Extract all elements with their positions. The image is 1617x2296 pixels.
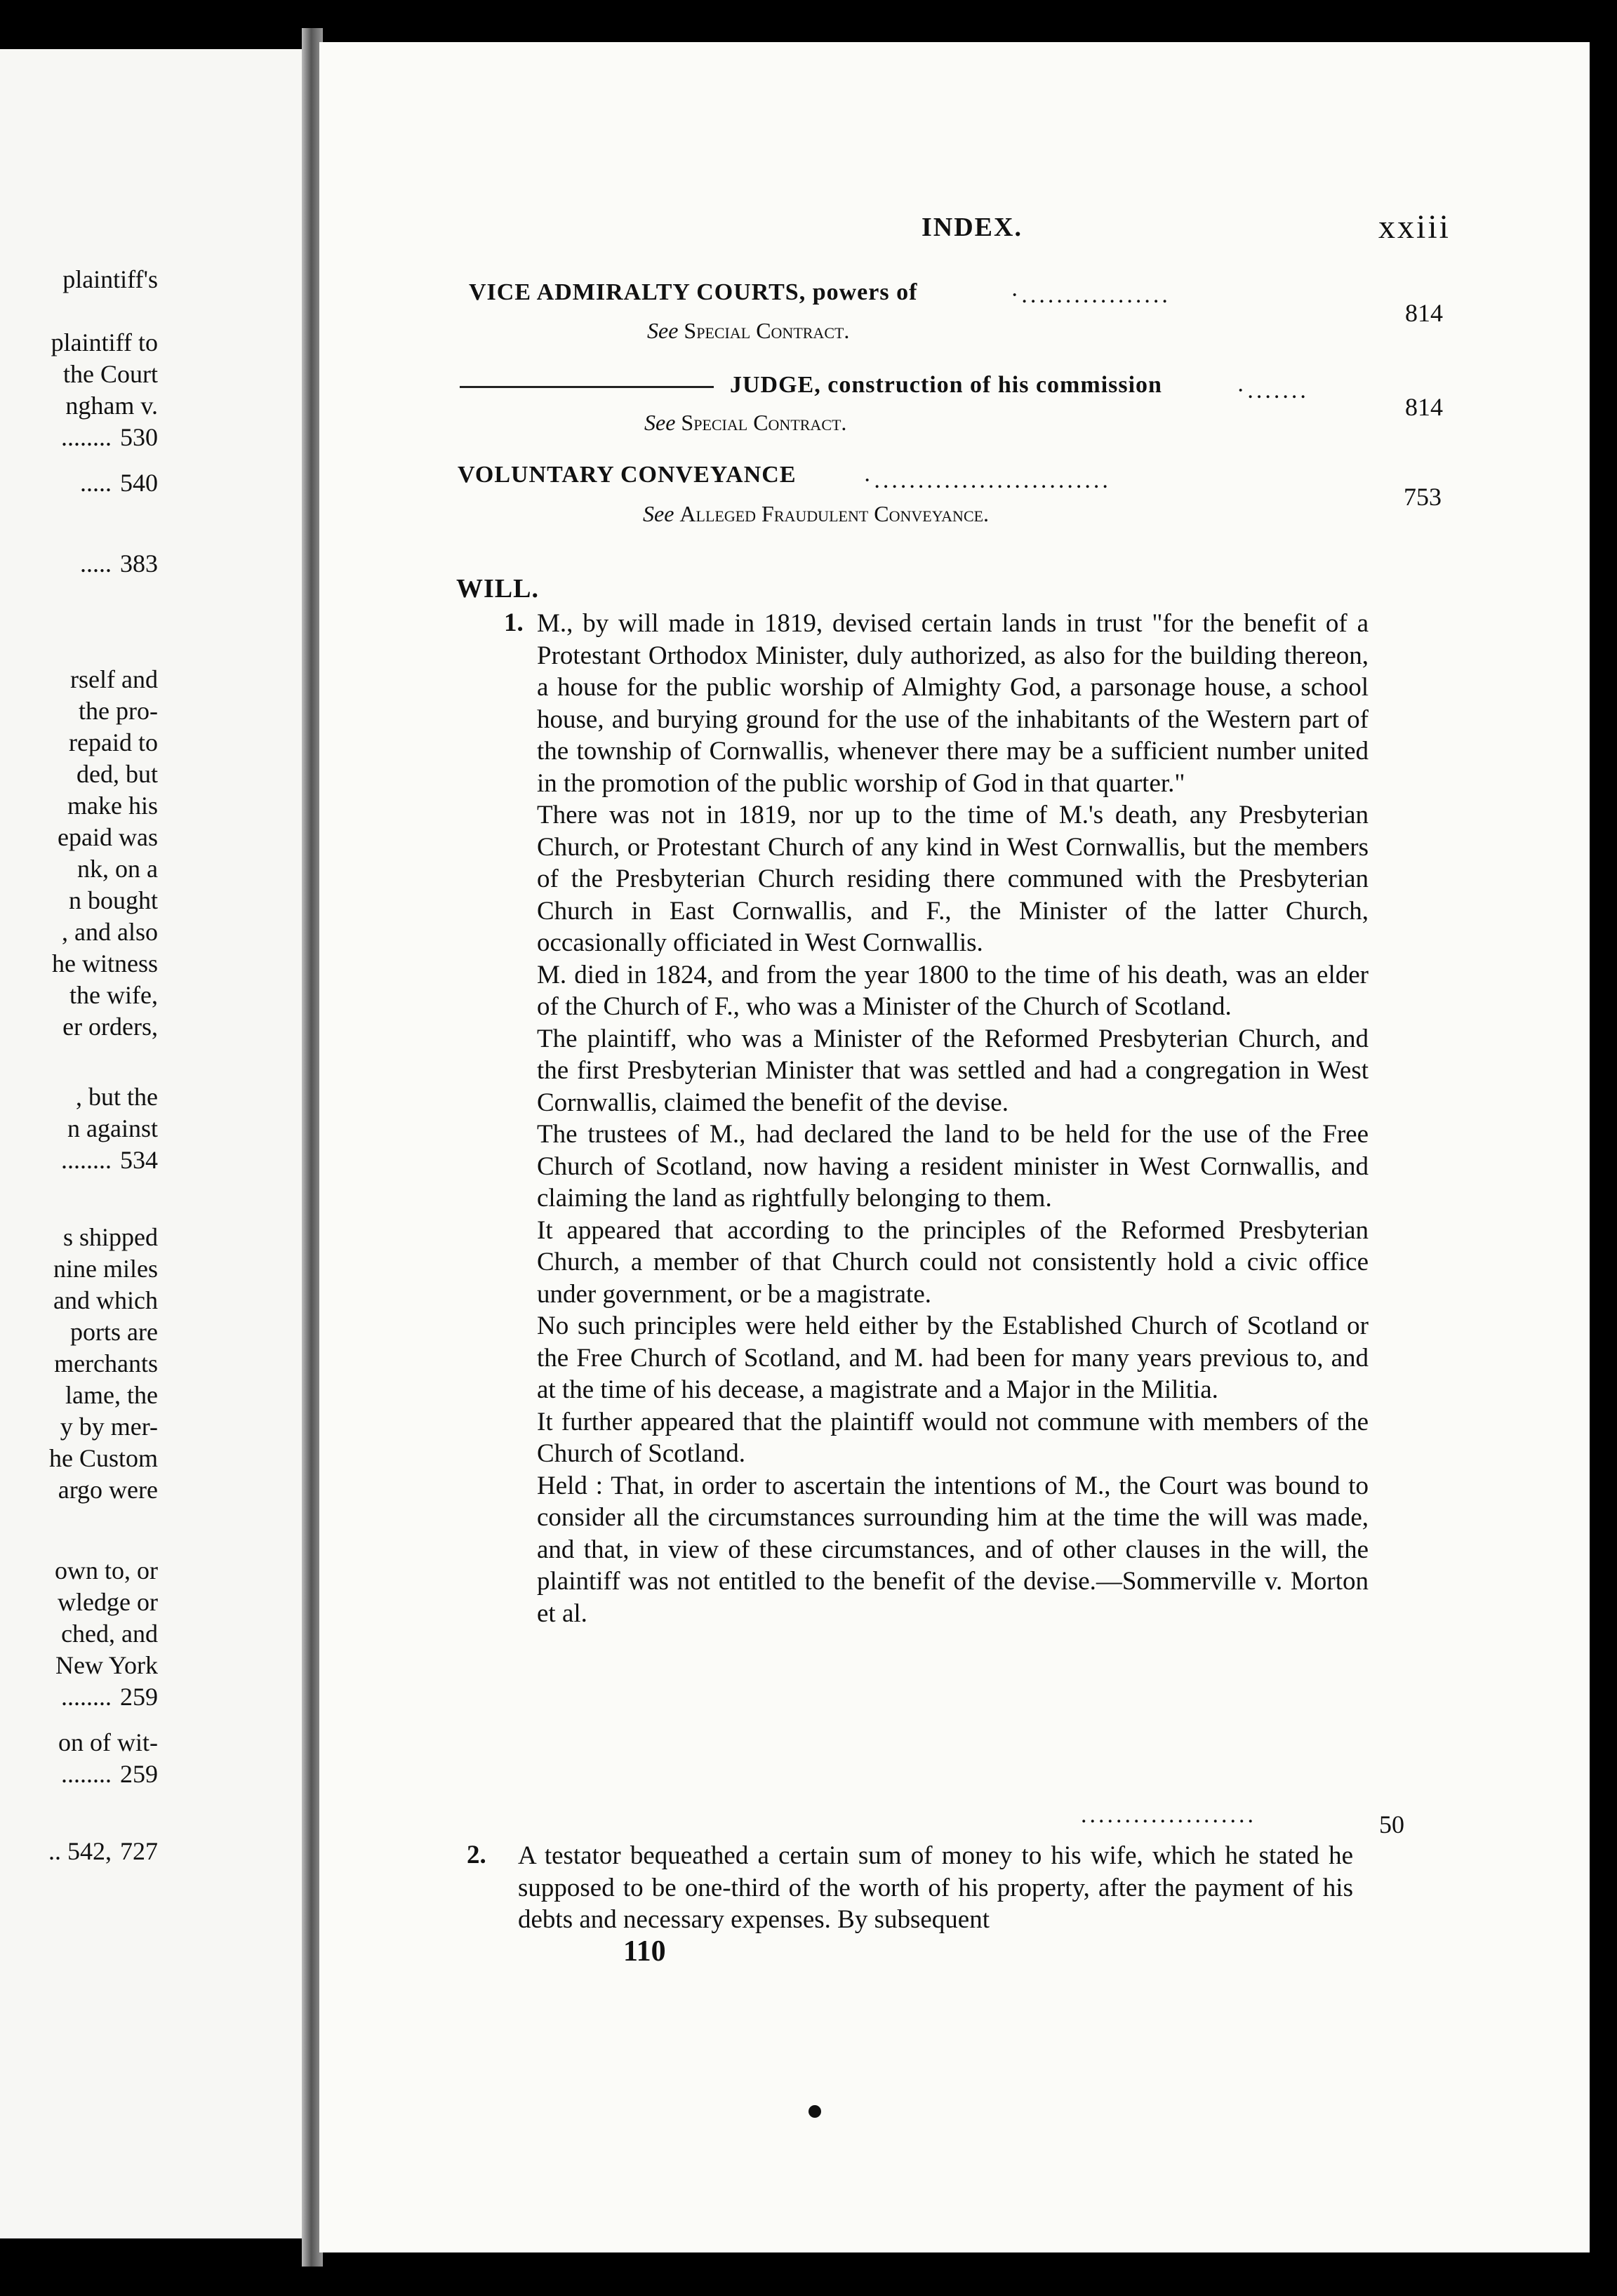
entry-page-number: 753: [1404, 483, 1442, 511]
paragraph: There was not in 1819, nor up to the time of M.'s death, any Presbyterian Church, or Protestant Church of any kind in West Cornwallis, but the members of the Presbyterian Church residing there communed with the Presbyterian Church in East Cornwallis, and F., the Minister of the latter Church, occasionally officiated in West Cornwallis.: [537, 801, 1369, 957]
see-word: See: [643, 501, 674, 526]
left-page-line: [61, 1621, 158, 1646]
left-line-text: own to, or: [55, 1556, 158, 1584]
paragraph: The plaintiff, who was a Minister of the Reformed Presbyterian Church, and the first Presbyterian Minister that was settled and had a congregation in West Cornwallis, claimed the benefit of the devise.: [537, 1024, 1369, 1117]
left-line-page-number: 383: [120, 549, 158, 578]
left-page-line: [80, 470, 158, 495]
left-page-line: [54, 1351, 158, 1376]
left-line-text: ........: [61, 423, 112, 451]
left-page-line: [62, 1014, 158, 1039]
left-line-text: epaid was: [58, 823, 158, 851]
left-page-line: [49, 1446, 158, 1471]
left-page-line: [76, 1084, 158, 1109]
left-line-text: .....: [80, 469, 112, 497]
left-page-line: [62, 267, 158, 292]
entry-leader: ·.................: [1011, 282, 1171, 308]
left-line-page-number: 540: [120, 469, 158, 497]
left-page-line: [65, 393, 158, 418]
left-page-line: [61, 425, 158, 450]
paragraph: It appeared that according to the principles of the Reformed Presbyterian Church, a member of that Church could not consistently hold a civic office under government, or be a magistrate.: [537, 1215, 1369, 1309]
left-line-page-number: 259: [120, 1683, 158, 1711]
left-line-text: the wife,: [69, 981, 158, 1009]
left-line-text: ded, but: [76, 760, 158, 788]
entry-judge: JUDGE, construction of his commission: [730, 372, 1162, 398]
ink-dot: [808, 2105, 821, 2118]
left-line-text: ........: [61, 1683, 112, 1711]
see-word: See: [644, 410, 676, 435]
left-line-text: n against: [67, 1114, 158, 1142]
left-page-line: [63, 1224, 158, 1250]
left-line-text: repaid to: [69, 728, 158, 756]
paragraph: A testator bequeathed a certain sum of money to his wife, which he stated he supposed to be one-third of the worth of his property, after the payment of his debts and necessary expenses. By subsequent: [518, 1841, 1353, 1934]
left-line-text: argo were: [58, 1476, 158, 1504]
left-line-text: ched, and: [61, 1620, 158, 1648]
left-page-line: [79, 698, 158, 723]
left-line-text: wledge or: [58, 1588, 158, 1616]
ditto-rule: [460, 386, 714, 388]
entry-page-number: 814: [1405, 393, 1443, 421]
running-head: INDEX.: [921, 213, 1023, 242]
left-page-line: [53, 1288, 158, 1313]
left-page-line: [69, 888, 158, 913]
left-facing-page: [0, 49, 309, 2238]
left-line-text: ngham v.: [65, 392, 158, 420]
left-line-text: the pro-: [79, 697, 158, 725]
left-line-text: , and also: [62, 918, 158, 946]
see-word: See: [647, 318, 679, 343]
left-page-line: [62, 919, 158, 945]
will-heading: WILL.: [456, 574, 539, 603]
left-page-line: [67, 1116, 158, 1141]
left-page-line: [61, 1684, 158, 1709]
left-line-text: nine miles: [53, 1255, 158, 1283]
paragraph: No such principles were held either by the Established Church of Scotland or the Free Church of Scotland, and M. had been for many years previous to, and at the time of his decease, a magistrate and a Major in the Militia.: [537, 1311, 1369, 1404]
entry-page-number: 50: [1379, 1810, 1404, 1838]
left-page-line: [48, 1838, 158, 1864]
left-page-line: [80, 551, 158, 576]
left-line-page-number: 530: [120, 423, 158, 451]
will-item-2: [518, 1840, 1353, 1936]
paragraph: Held : That, in order to ascertain the intentions of M., the Court was bound to consider all the circumstances surrounding him at the time the will was made, and that, in view of these circumstances, and of other clauses in the will, the plaintiff was not entitled to the benefit of the devise.—Sommerville v. Morton et al.: [537, 1471, 1369, 1628]
left-line-text: plaintiff's: [62, 265, 158, 293]
signature-mark: 110: [623, 1935, 666, 1968]
left-line-page-number: 259: [120, 1760, 158, 1788]
left-line-text: .. 542,: [48, 1837, 112, 1865]
left-line-page-number: 727: [120, 1837, 158, 1865]
paragraph: M. died in 1824, and from the year 1800 to the time of his death, was an elder of the Church of F., who was a Minister of the Church of Scotland.: [537, 960, 1369, 1021]
entry-page-number: 814: [1405, 299, 1443, 327]
entry-leader: ·...........................: [863, 467, 1111, 493]
left-line-page-number: 534: [120, 1146, 158, 1174]
left-line-text: he witness: [52, 949, 158, 977]
left-page-line: [61, 1761, 158, 1787]
see-reference: [647, 319, 849, 342]
left-page-line: [55, 1653, 158, 1678]
left-line-text: on of wit-: [58, 1728, 158, 1756]
left-page-line: [70, 1319, 158, 1344]
left-line-text: plaintiff to: [51, 328, 158, 356]
item-number: 1.: [504, 608, 524, 637]
left-page-line: [60, 1414, 158, 1439]
left-page-line: [55, 1558, 158, 1583]
left-line-text: New York: [55, 1651, 158, 1679]
left-line-text: and which: [53, 1286, 158, 1314]
left-line-text: ........: [61, 1146, 112, 1174]
left-line-text: , but the: [76, 1083, 158, 1111]
left-page-line: [70, 667, 158, 692]
left-page-line: [69, 982, 158, 1008]
left-line-text: he Custom: [48, 1444, 158, 1472]
entry-voluntary-conveyance: VOLUNTARY CONVEYANCE: [458, 462, 797, 488]
left-page-line: [58, 1477, 158, 1502]
left-page-line: [52, 951, 158, 976]
left-line-text: the Court: [63, 360, 158, 388]
left-line-text: y by mer-: [60, 1413, 158, 1441]
left-line-text: .....: [80, 549, 112, 578]
left-page-line: [58, 1589, 158, 1615]
left-page-line: [58, 1730, 158, 1755]
left-page-line: [53, 1256, 158, 1281]
left-line-text: nk, on a: [77, 855, 158, 883]
paragraph: The trustees of M., had declared the land to be held for the use of the Free Church of Scotland, now having a resident minister in West Cornwallis, and claiming the land as rightfully belonging to them.: [537, 1120, 1369, 1213]
left-line-text: er orders,: [62, 1013, 158, 1041]
left-page-line: [61, 1147, 158, 1173]
entry-leader: ·.......: [1237, 378, 1309, 403]
left-page-line: [65, 1382, 158, 1408]
left-page-line: [63, 361, 158, 387]
will-item-1: [537, 608, 1369, 1629]
left-line-text: ........: [61, 1760, 112, 1788]
left-page-line: [67, 793, 158, 818]
left-line-text: n bought: [68, 886, 158, 914]
paragraph: M., by will made in 1819, devised certain lands in trust "for the benefit of a Protestant Orthodox Minister, duly authorized, as also for the building thereon, a house for the public worship of Almighty God, a parsonage house, a school house, and burying ground for the use of the inhabitants of the Western part of the township of Cornwallis, whenever there may be a sufficient number united in the promotion of the public worship of God in that quarter.": [537, 609, 1369, 798]
entry-leader: ....................: [1081, 1802, 1256, 1828]
left-page-line: [77, 856, 158, 881]
left-line-text: merchants: [54, 1349, 158, 1377]
left-page-line: [51, 330, 158, 355]
left-line-text: s shipped: [63, 1223, 158, 1251]
see-reference: [644, 411, 846, 434]
see-reference: [643, 502, 989, 525]
left-line-text: ports are: [70, 1318, 158, 1346]
left-line-text: lame, the: [65, 1381, 158, 1409]
see-target: Alleged Fraudulent Conveyance.: [679, 501, 990, 526]
left-page-line: [58, 825, 158, 850]
see-target: Special Contract.: [681, 410, 847, 435]
entry-vice-admiralty: VICE ADMIRALTY COURTS, powers of: [469, 279, 918, 305]
left-line-text: rself and: [70, 665, 158, 693]
left-page-line: [76, 761, 158, 787]
paragraph: It further appeared that the plaintiff would not commune with members of the Church of Scotland.: [537, 1407, 1369, 1468]
item-number: 2.: [467, 1841, 486, 1869]
see-target: Special Contract.: [684, 318, 850, 343]
left-page-line: [69, 730, 158, 755]
left-line-text: make his: [67, 792, 158, 820]
page-folio: xxiii: [1378, 208, 1451, 246]
